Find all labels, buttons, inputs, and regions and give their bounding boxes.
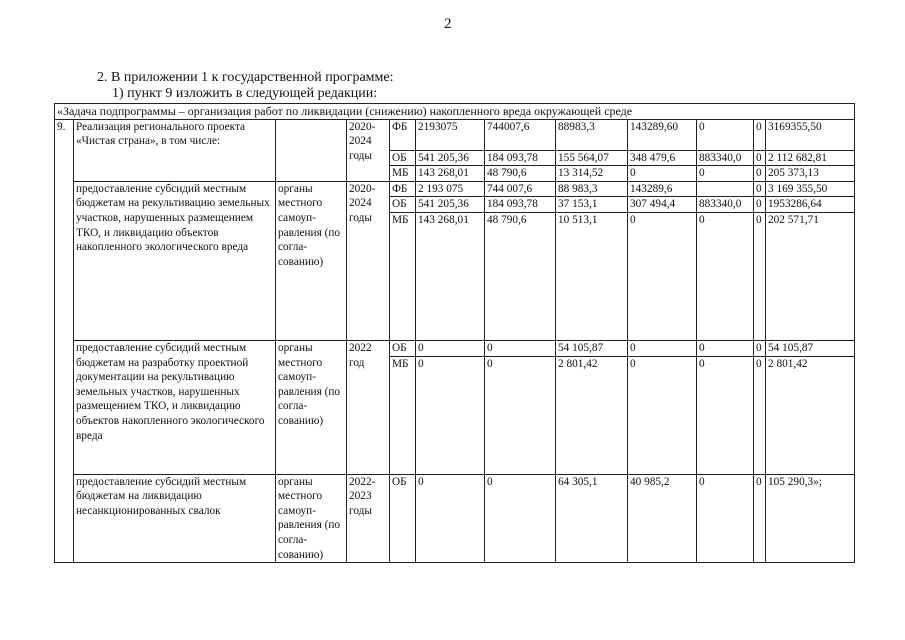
amount-cell: 541 205,36	[416, 150, 485, 166]
amount-cell: 37 153,1	[556, 197, 628, 213]
amount-cell: 744 007,6	[485, 181, 556, 197]
amount-cell: 0	[697, 212, 754, 340]
amount-cell: 0	[754, 119, 766, 150]
amount-cell: 883340,0	[697, 150, 754, 166]
amount-cell: 0	[697, 474, 754, 563]
amount-cell: 0	[697, 119, 754, 150]
activity-description: предоставление субсидий местным бюджетам на рекультивацию земельных участков, нарушенных размещением ТКО, и ликвидацию объектов накопленного экологического вреда	[74, 181, 276, 340]
total-cell: 3 169 355,50	[766, 181, 855, 197]
funding-source: ФБ	[390, 181, 416, 197]
row-number: 9.	[55, 119, 74, 563]
amount-cell: 2193075	[416, 119, 485, 150]
amount-cell: 307 494,4	[628, 197, 697, 213]
activity-description: предоставление субсидий местным бюджетам на ликвидацию несанкционированных свалок	[74, 474, 276, 563]
activity-description: предоставление субсидий местным бюджетам на разработку проектной документации на рекультивацию земельных участков, нарушенных размещением ТКО, и ликвидацию объектов накопленного экологического вреда	[74, 340, 276, 474]
executor	[276, 119, 347, 181]
total-cell: 54 105,87	[766, 340, 855, 356]
amount-cell: 184 093,78	[485, 150, 556, 166]
total-cell: 105 290,3»;	[766, 474, 855, 563]
amount-cell: 0	[754, 197, 766, 213]
total-cell: 202 571,71	[766, 212, 855, 340]
table-row	[55, 474, 855, 563]
amount-cell: 0	[485, 474, 556, 563]
amount-cell: 54 105,87	[556, 340, 628, 356]
funding-source: ОБ	[390, 474, 416, 563]
total-cell: 2 112 682,81	[766, 150, 855, 166]
amount-cell: 64 305,1	[556, 474, 628, 563]
amount-cell: 0	[628, 166, 697, 182]
executor: органы местного самоуп-равления (по согла-сованию)	[276, 181, 347, 340]
amount-cell: 0	[628, 340, 697, 356]
amount-cell: 184 093,78	[485, 197, 556, 213]
amount-cell: 0	[628, 356, 697, 474]
amount-cell: 48 790,6	[485, 212, 556, 340]
amount-cell: 10 513,1	[556, 212, 628, 340]
period-years: 2022 год	[347, 340, 390, 474]
funding-source: МБ	[390, 212, 416, 340]
table-row	[55, 181, 855, 197]
executor: органы местного самоуп-равления (по согла-сованию)	[276, 340, 347, 474]
amount-cell: 143 268,01	[416, 212, 485, 340]
funding-source: МБ	[390, 166, 416, 182]
period-years: 2022- 2023 годы	[347, 474, 390, 563]
amount-cell: 0	[416, 340, 485, 356]
amount-cell: 0	[697, 166, 754, 182]
amount-cell: 0	[754, 474, 766, 563]
executor: органы местного самоуп-равления (по согла-сованию)	[276, 474, 347, 563]
amount-cell: 0	[754, 212, 766, 340]
funding-source: МБ	[390, 356, 416, 474]
amount-cell	[697, 181, 754, 197]
table-row	[55, 119, 855, 150]
amount-cell: 88983,3	[556, 119, 628, 150]
amount-cell: 13 314,52	[556, 166, 628, 182]
amount-cell: 348 479,6	[628, 150, 697, 166]
amount-cell: 744007,6	[485, 119, 556, 150]
total-cell: 1953286,64	[766, 197, 855, 213]
program-table	[54, 103, 855, 563]
amount-cell: 0	[416, 356, 485, 474]
funding-source: ОБ	[390, 150, 416, 166]
total-cell: 3169355,50	[766, 119, 855, 150]
amount-cell: 0	[697, 340, 754, 356]
total-cell: 2 801,42	[766, 356, 855, 474]
amount-cell: 0	[697, 356, 754, 474]
funding-source: ОБ	[390, 340, 416, 356]
amount-cell: 0	[754, 356, 766, 474]
amount-cell: 0	[485, 356, 556, 474]
intro-line-2: 1) пункт 9 изложить в следующей редакции:	[112, 86, 378, 101]
intro-line-1: 2. В приложении 1 к государственной программе:	[97, 70, 394, 85]
amount-cell: 0	[754, 181, 766, 197]
table-header: «Задача подпрограммы – организация работ по ликвидации (снижению) накопленного вреда окружающей среде	[55, 104, 855, 120]
amount-cell: 0	[754, 340, 766, 356]
amount-cell: 88 983,3	[556, 181, 628, 197]
amount-cell: 143289,6	[628, 181, 697, 197]
funding-source: ФБ	[390, 119, 416, 150]
amount-cell: 541 205,36	[416, 197, 485, 213]
amount-cell: 2 801,42	[556, 356, 628, 474]
period-years: 2020- 2024 годы	[347, 181, 390, 340]
amount-cell: 155 564,07	[556, 150, 628, 166]
amount-cell: 0	[416, 474, 485, 563]
activity-description: Реализация регионального проекта «Чистая страна», в том числе:	[74, 119, 276, 181]
amount-cell: 48 790,6	[485, 166, 556, 182]
amount-cell: 883340,0	[697, 197, 754, 213]
amount-cell: 143289,60	[628, 119, 697, 150]
page-number: 2	[444, 16, 452, 32]
total-cell: 205 373,13	[766, 166, 855, 182]
amount-cell: 40 985,2	[628, 474, 697, 563]
amount-cell: 0	[754, 166, 766, 182]
amount-cell: 0	[754, 150, 766, 166]
table-row	[55, 340, 855, 356]
amount-cell: 143 268,01	[416, 166, 485, 182]
amount-cell: 0	[485, 340, 556, 356]
funding-source: ОБ	[390, 197, 416, 213]
amount-cell: 0	[628, 212, 697, 340]
period-years: 2020- 2024 годы	[347, 119, 390, 181]
amount-cell: 2 193 075	[416, 181, 485, 197]
